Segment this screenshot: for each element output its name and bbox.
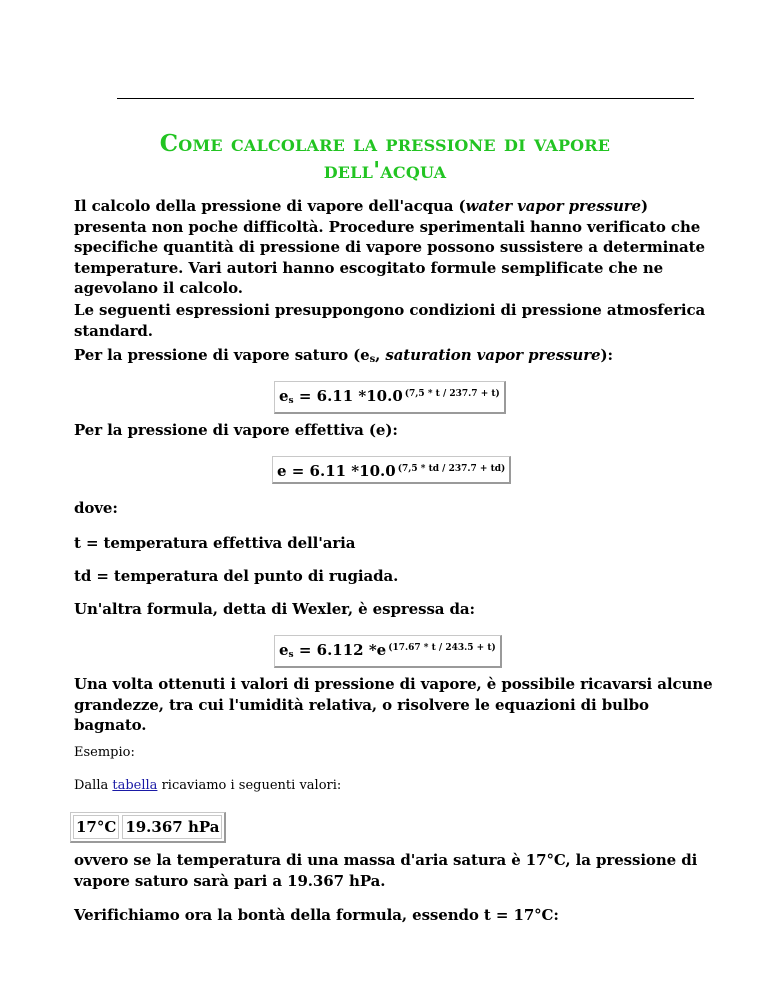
- formula-saturation: $e_s = 6.11$ *10.0 $^{(7,5 * t / 237.7 + t)}$: [274, 381, 506, 414]
- definition-td: td = temperatura del punto di rugiada.: [74, 567, 399, 585]
- horizontal-rule: [117, 98, 694, 99]
- formula-wexler: $e_s = 6.112$ *e $^{(17.67 * t / 243.5 + t)}$: [274, 635, 502, 668]
- wexler-paragraph: Un'altra formula, detta di Wexler, è espressa da:: [74, 600, 475, 618]
- page-title: [90, 130, 680, 184]
- tabella-link[interactable]: tabella: [112, 778, 158, 793]
- table-cell-pressure: 19.367 hPa: [122, 815, 222, 839]
- intro-english-term: water vapor pressure: [465, 197, 641, 215]
- intro-paragraph: Il calcolo della pressione di vapore dell'acqua (water vapor pressure) presenta non poche difficoltà. Procedure sperimentali hanno verificato che specifiche quantità di pressione di vapore possono sussistere a determinate temperature. Vari autori hanno escogitato formule semplificate che ne agevolano il calcolo.: [74, 197, 705, 297]
- formula-effective: e = 6.11 *10.0 $^{(7,5 * td / 237.7 + td)}$: [272, 456, 511, 484]
- saturation-pressure-paragraph: Per la pressione di vapore saturo (es, saturation vapor pressure):: [74, 346, 613, 365]
- table-reference-sentence: Dalla tabella ricaviamo i seguenti valori:: [74, 778, 342, 793]
- values-table: [70, 812, 226, 843]
- standard-conditions-paragraph: Le seguenti espressioni presuppongono condizioni di pressione atmosferica standard.: [74, 301, 706, 340]
- definition-t: t = temperatura effettiva dell'aria: [74, 534, 356, 552]
- verification-paragraph: Verifichiamo ora la bontà della formula, essendo t = 17°C:: [74, 906, 559, 924]
- dove-label: dove:: [74, 499, 118, 517]
- title-line-1: Come calcolare la pressione di vapore: [159, 130, 611, 157]
- title-line-2: dell'acqua: [323, 157, 447, 184]
- results-paragraph: Una volta ottenuti i valori di pressione di vapore, è possibile ricavarsi alcune grandezze, tra cui l'umidità relativa, o risolvere le equazioni di bulbo bagnato.: [74, 675, 713, 734]
- explanation-paragraph: ovvero se la temperatura di una massa d'aria satura è 17°C, la pressione di vapore saturo sarà pari a 19.367 hPa.: [74, 851, 698, 890]
- example-label: Esempio:: [74, 745, 135, 760]
- table-cell-temperature: 17°C: [73, 815, 119, 839]
- effective-pressure-paragraph: Per la pressione di vapore effettiva (e):: [74, 421, 398, 439]
